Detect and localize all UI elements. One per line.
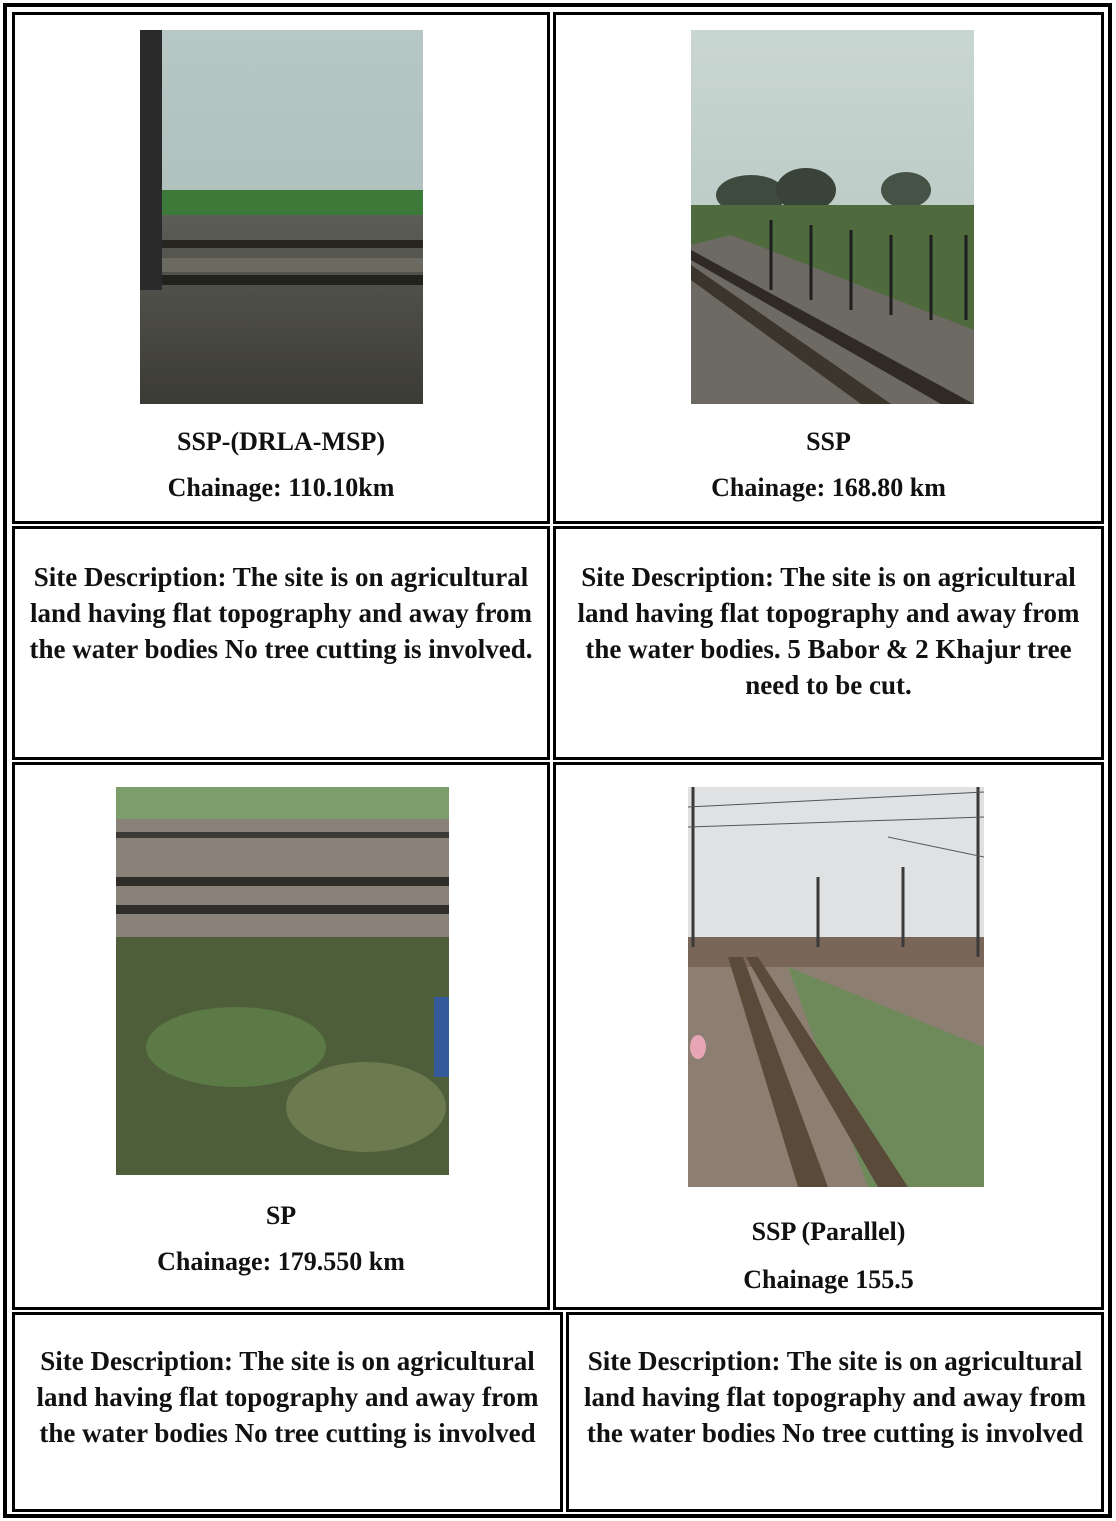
site-1-name: SSP-(DRLA-MSP) bbox=[177, 427, 385, 456]
site-2-description: Site Description: The site is on agricultural land having flat topography and away from the water bodies. 5 Babor & 2 Khajur tree need to be cut. bbox=[577, 562, 1080, 700]
site-4-description-cell bbox=[566, 1312, 1104, 1512]
site-2-photo bbox=[691, 30, 974, 404]
site-2-photo-cell bbox=[553, 12, 1104, 524]
site-4-description: Site Description: The site is on agricultural land having flat topography and away from the water bodies No tree cutting is involved bbox=[583, 1346, 1087, 1448]
site-1-photo-cell bbox=[12, 12, 550, 524]
site-1-description-cell bbox=[12, 526, 550, 760]
site-2-name: SSP bbox=[806, 427, 851, 456]
site-4-photo-cell bbox=[553, 762, 1104, 1310]
site-4-photo bbox=[688, 787, 984, 1187]
site-4-chainage: Chainage 155.5 bbox=[743, 1265, 914, 1294]
site-3-description: Site Description: The site is on agricultural land having flat topography and away from the water bodies No tree cutting is involved bbox=[36, 1346, 539, 1448]
site-2-chainage: Chainage: 168.80 km bbox=[711, 473, 946, 502]
site-3-name: SP bbox=[265, 1201, 297, 1230]
site-4-name: SSP (Parallel) bbox=[751, 1217, 906, 1246]
site-3-photo-cell bbox=[12, 762, 550, 1310]
site-3-description-cell bbox=[12, 1312, 563, 1512]
site-1-photo bbox=[140, 30, 423, 404]
site-3-photo bbox=[116, 787, 449, 1175]
site-2-description-cell bbox=[553, 526, 1104, 760]
site-3-chainage: Chainage: 179.550 km bbox=[157, 1247, 405, 1276]
site-1-description: Site Description: The site is on agricultural land having flat topography and away from the water bodies No tree cutting is involved. bbox=[29, 562, 533, 664]
site-1-chainage: Chainage: 110.10km bbox=[167, 473, 395, 502]
